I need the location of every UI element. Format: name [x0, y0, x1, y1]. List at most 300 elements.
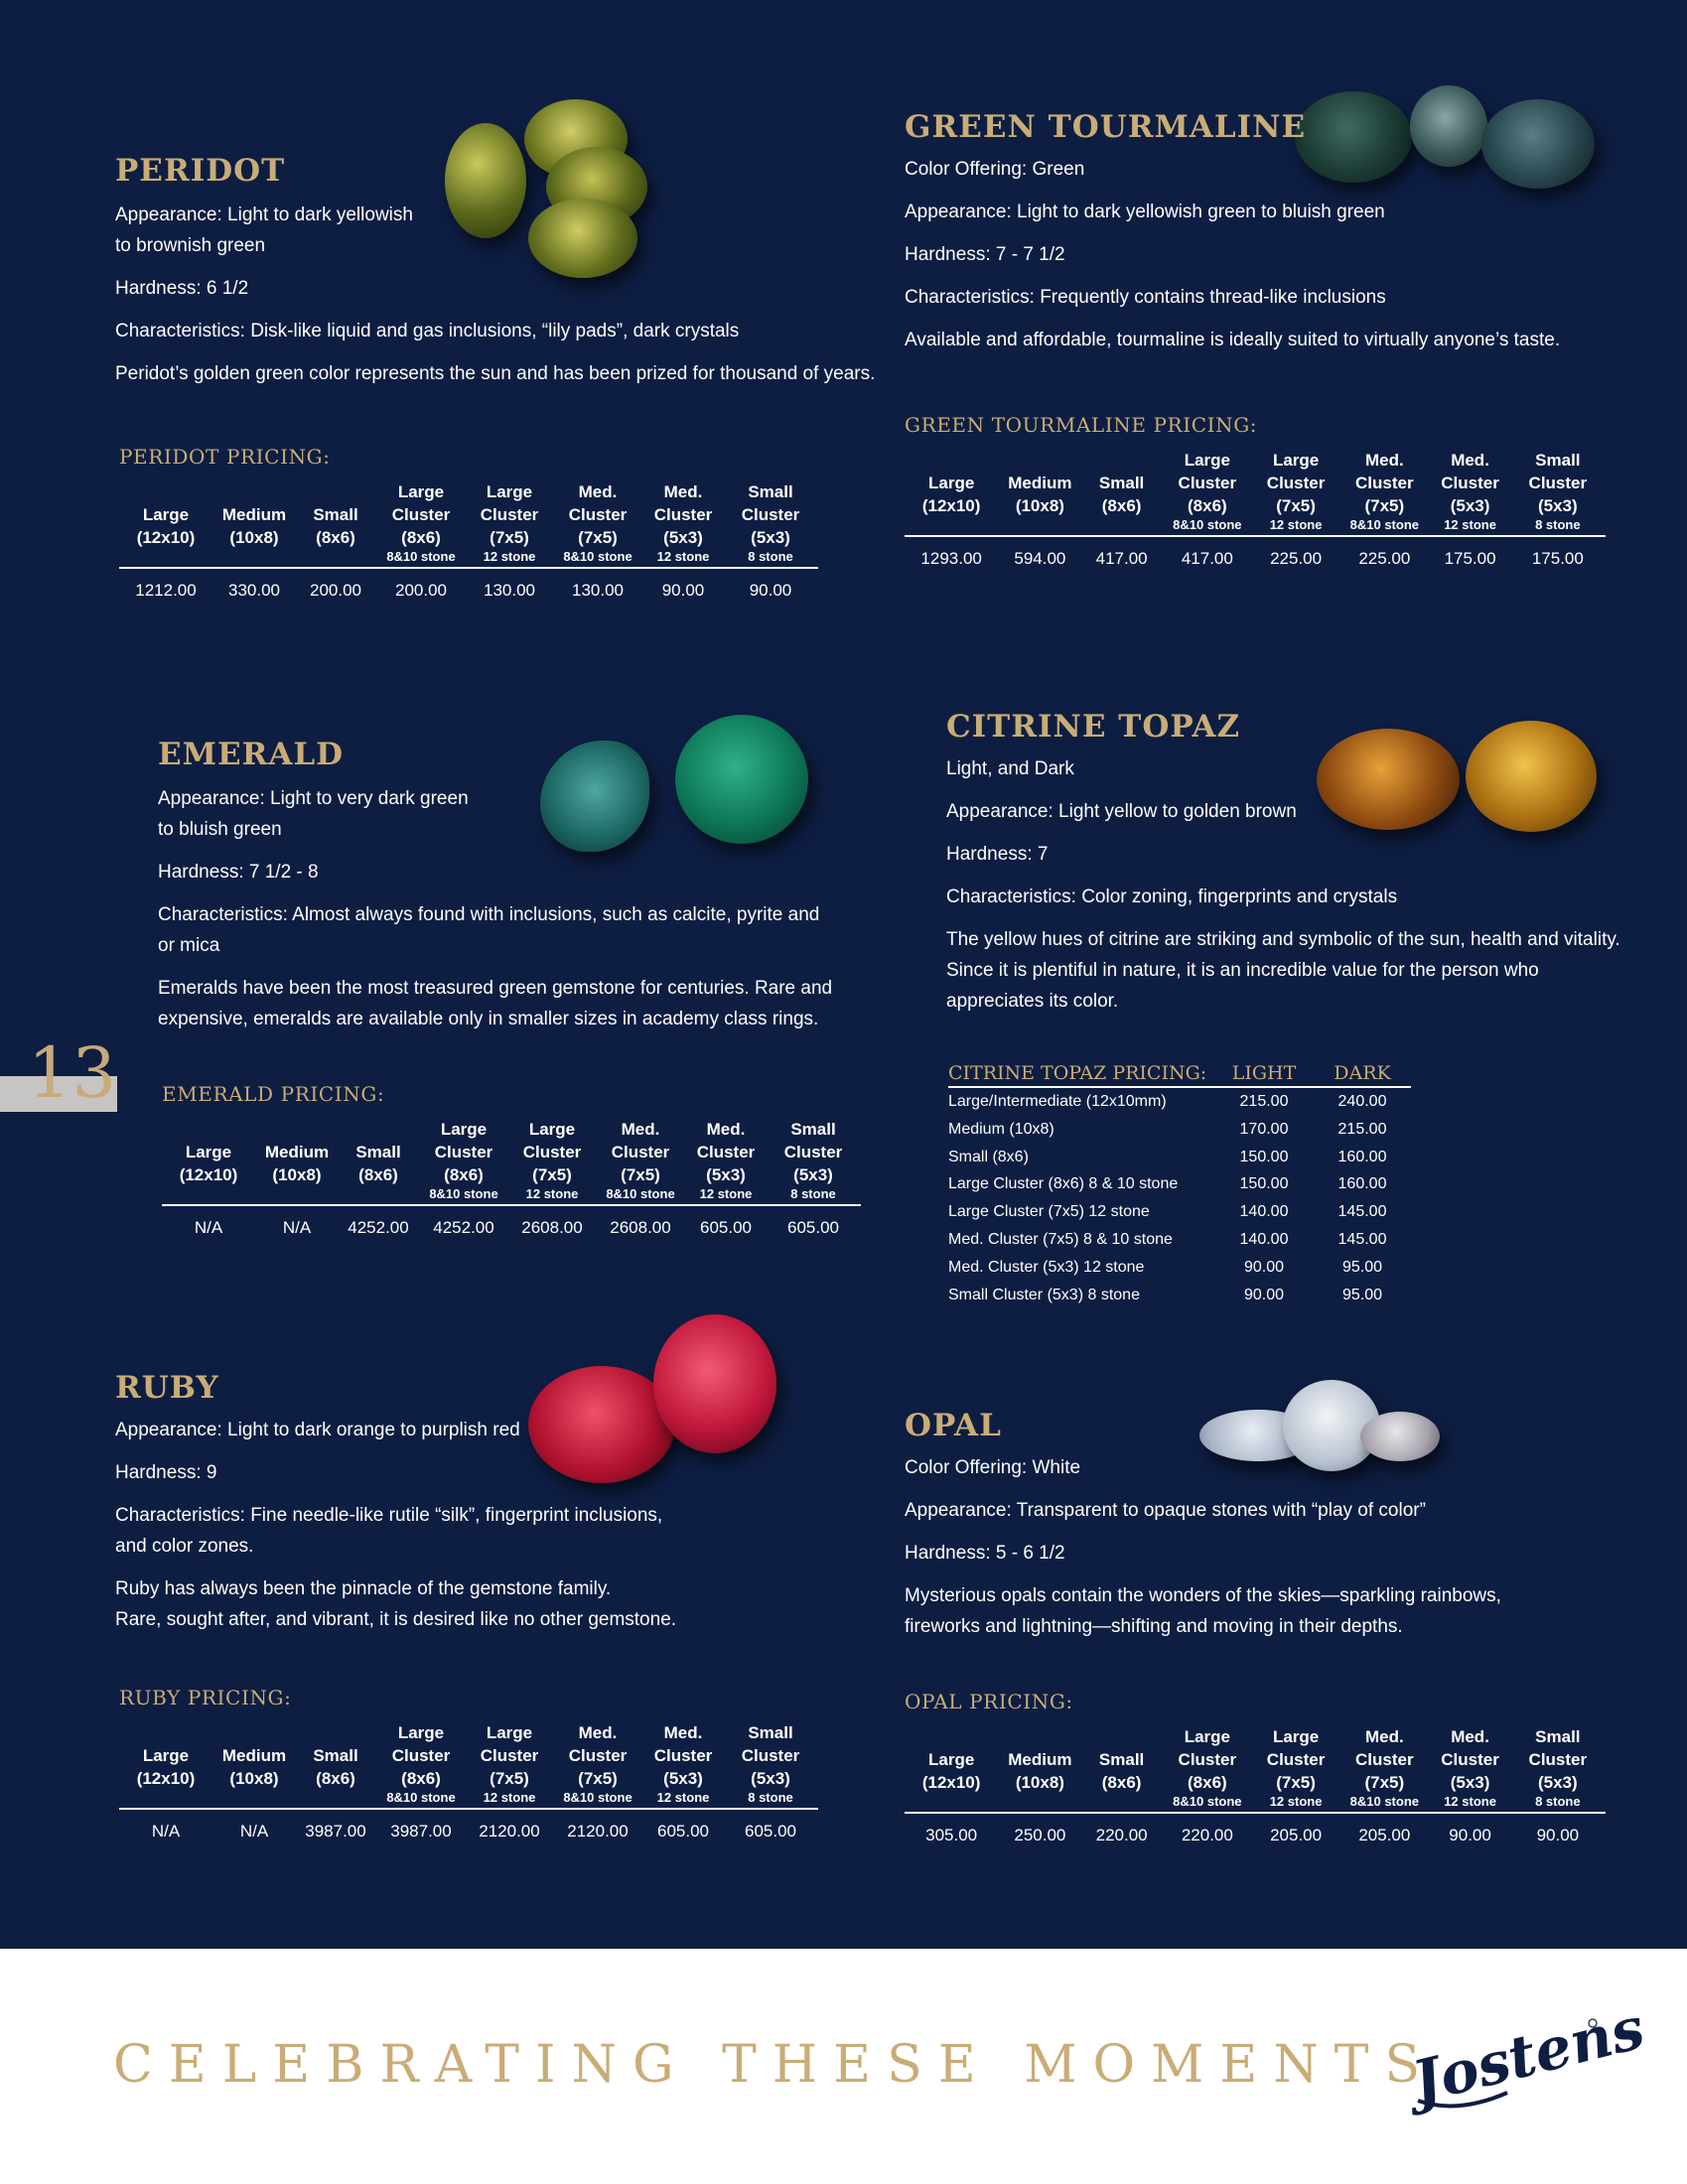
size-header-stone-count [998, 1794, 1081, 1810]
citrine-topaz-dark-price: 145.00 [1337, 1203, 1387, 1221]
citrine-topaz-size-label: Medium (10x8) [948, 1120, 1054, 1138]
size-column-header [723, 480, 818, 568]
price-cell: 605.00 [745, 1822, 796, 1841]
opal-description-cont: fireworks and lightning—shifting and moving in their depths. [905, 1616, 1403, 1637]
size-header-line [255, 1118, 339, 1141]
size-header-line: Cluster [1441, 474, 1499, 492]
size-header-line: Large [1184, 1727, 1230, 1746]
size-header-stone-count [1082, 517, 1162, 533]
size-header-line: Large [397, 1723, 445, 1742]
ruby-description: Ruby has always been the pinnacle of the gemstone family. [115, 1578, 612, 1599]
footer-tagline: CELEBRATING THESE MOMENTS [113, 2035, 1437, 2095]
size-header-line: Cluster [1178, 474, 1237, 492]
size-header-line: (8x6) [444, 1165, 484, 1184]
size-header-line: Cluster [434, 1143, 493, 1161]
size-header-line: Cluster [696, 1143, 756, 1161]
price-cell: 330.00 [228, 581, 280, 600]
size-header-line [162, 1118, 255, 1141]
citrine-topaz-light-header: LIGHT [1214, 1062, 1314, 1087]
price-cell: 250.00 [1014, 1826, 1066, 1844]
citrine-topaz-price-row [948, 1116, 1411, 1144]
size-column-header [162, 1118, 255, 1205]
size-header-line: Large [142, 505, 190, 524]
size-column-header [296, 480, 375, 568]
size-header-line: Med. [1451, 451, 1489, 470]
price-cell: 130.00 [572, 581, 624, 600]
size-header-line: Cluster [783, 1143, 843, 1161]
size-column-header [998, 449, 1081, 536]
citrine-topaz-size-label: Small Cluster (5x3) 8 stone [948, 1286, 1140, 1303]
size-header-line: Small [355, 1143, 401, 1161]
price-cell: 2120.00 [479, 1822, 540, 1841]
size-header-line [1082, 449, 1162, 472]
peridot-description: Peridot’s golden green color represents the sun and has been prized for thousand of years. [115, 363, 876, 384]
size-header-line: (5x3) [1450, 1773, 1490, 1792]
size-header-stone-count [1082, 1794, 1162, 1810]
peridot-appearance: Appearance: Light to dark yellowish [115, 205, 413, 225]
size-header-line [339, 1118, 418, 1141]
size-header-stone-count [296, 549, 375, 565]
citrine-topaz-light-price: 170.00 [1239, 1120, 1289, 1138]
size-column-header [1338, 449, 1430, 536]
citrine-topaz-pricing-header [948, 1062, 1411, 1087]
size-header-line: Small [1535, 1727, 1581, 1746]
size-header-stone-count [119, 1790, 212, 1806]
size-header-line: Cluster [1441, 1750, 1499, 1769]
size-header-line: (8x6) [1188, 1773, 1227, 1792]
size-header-line: (7x5) [1364, 1773, 1405, 1792]
size-header-line: Large [486, 1723, 533, 1742]
price-cell: 220.00 [1181, 1826, 1233, 1844]
size-header-line: Cluster [1266, 474, 1326, 492]
size-column-header [1430, 1725, 1509, 1813]
size-header-stone-count [212, 549, 296, 565]
size-column-header [686, 1118, 766, 1205]
size-header-line [296, 1721, 375, 1744]
size-header-line: (7x5) [1364, 496, 1405, 515]
size-header-line [119, 480, 212, 503]
size-header-line: (8x6) [401, 1769, 441, 1788]
citrine-topaz-price-row [948, 1198, 1411, 1226]
size-header-stone-count: 8&10 stone [1349, 1794, 1420, 1809]
size-header-line: Med. [1364, 451, 1404, 470]
price-row [162, 1205, 861, 1239]
green-tourmaline-description: Available and affordable, tourmaline is ideally suited to virtually anyone’s taste. [905, 330, 1561, 350]
price-cell: 225.00 [1358, 549, 1411, 568]
size-header-line: Cluster [1528, 474, 1588, 492]
price-cell: 4252.00 [433, 1218, 494, 1237]
size-header-line: (8x6) [316, 528, 355, 547]
price-cell: 605.00 [657, 1822, 709, 1841]
price-cell: 205.00 [1358, 1826, 1411, 1844]
size-header-line: Cluster [1355, 474, 1414, 492]
citrine-topaz-light-price: 140.00 [1239, 1230, 1289, 1248]
size-column-header [1510, 449, 1606, 536]
citrine-topaz-dark-price: 160.00 [1337, 1148, 1387, 1165]
price-cell: 205.00 [1270, 1826, 1323, 1844]
size-header-line: (10x8) [1015, 1773, 1064, 1792]
size-header-stone-count: 8 stone [790, 1186, 836, 1201]
logo-wordmark: Jostens [1405, 1993, 1651, 2116]
price-cell: 220.00 [1095, 1826, 1148, 1844]
citrine-topaz-color-offering: Light, and Dark [946, 758, 1074, 779]
size-column-header [467, 1721, 552, 1809]
citrine-topaz-pricing-table [948, 1062, 1411, 1308]
size-header-line: Medium [1008, 1750, 1072, 1769]
size-column-header [375, 1721, 467, 1809]
size-header-line: (7x5) [532, 1165, 572, 1184]
size-header-line [1082, 1725, 1162, 1748]
page-number: 13 [28, 1032, 117, 1114]
size-header-line: (7x5) [1276, 496, 1316, 515]
size-header-line: Cluster [480, 1746, 539, 1765]
size-header-line: Large [397, 482, 445, 501]
price-cell: 2608.00 [610, 1218, 671, 1237]
price-cell: 90.00 [749, 581, 792, 600]
size-header-line: (5x3) [751, 528, 790, 547]
citrine-topaz-price-row [948, 1170, 1411, 1198]
size-column-header [552, 1721, 643, 1809]
green-tourmaline-characteristics: Characteristics: Frequently contains thread-like inclusions [905, 287, 1386, 308]
size-header-line: (7x5) [578, 528, 618, 547]
size-header-stone-count: 8&10 stone [386, 1790, 456, 1805]
size-header-line [905, 1725, 998, 1748]
size-column-header [1430, 449, 1509, 536]
emerald-pricing-table [162, 1118, 861, 1239]
price-cell: 200.00 [395, 581, 447, 600]
citrine-topaz-dark-price: 145.00 [1337, 1230, 1387, 1248]
size-header-line [998, 1725, 1081, 1748]
size-column-header [766, 1118, 861, 1205]
ruby-pricing-table [119, 1721, 818, 1843]
citrine-topaz-dark-price: 160.00 [1337, 1175, 1387, 1193]
emerald-section [158, 737, 913, 1034]
size-header-stone-count [296, 1790, 375, 1806]
size-header-line: Medium [221, 505, 287, 524]
citrine-topaz-dark-price: 95.00 [1341, 1286, 1383, 1303]
size-header-stone-count: 12 stone [525, 1186, 579, 1201]
size-header-line: Cluster [741, 505, 800, 524]
size-header-line: (5x3) [1537, 1773, 1578, 1792]
opal-pricing-title: OPAL PRICING: [905, 1690, 1073, 1713]
size-header-line: Med. [663, 482, 703, 501]
size-header-line: Cluster [653, 505, 713, 524]
ruby-hardness: Hardness: 9 [115, 1462, 217, 1483]
size-header-stone-count: 8&10 stone [563, 549, 633, 564]
size-header-line: (8x6) [358, 1165, 398, 1184]
size-header-line: (12x10) [921, 1773, 981, 1792]
size-header-line: (5x3) [793, 1165, 833, 1184]
citrine-topaz-pricing-title: CITRINE TOPAZ PRICING: [948, 1062, 1214, 1087]
size-column-header [418, 1118, 509, 1205]
size-column-header [119, 1721, 212, 1809]
size-column-header [1082, 1725, 1162, 1813]
size-header-line: Med. [621, 1120, 660, 1139]
price-cell: 175.00 [1531, 549, 1584, 568]
price-cell: N/A [239, 1822, 269, 1841]
opal-section [905, 1408, 1659, 1642]
size-header-line: (5x3) [663, 528, 703, 547]
size-header-stone-count [255, 1186, 339, 1202]
size-header-line: (12x10) [179, 1165, 238, 1184]
citrine-topaz-price-row [948, 1087, 1411, 1116]
size-column-header [1162, 449, 1253, 536]
size-header-line: (7x5) [490, 528, 529, 547]
size-column-header [212, 1721, 296, 1809]
size-header-line [119, 1721, 212, 1744]
emerald-appearance-cont: to bluish green [158, 819, 282, 840]
citrine-topaz-size-label: Large Cluster (8x6) 8 & 10 stone [948, 1175, 1179, 1193]
size-header-line: Cluster [568, 505, 628, 524]
opal-title: OPAL [905, 1408, 1002, 1443]
size-header-line: (12x10) [921, 496, 981, 515]
pricing-header-row [905, 449, 1606, 536]
green-tourmaline-section [905, 109, 1679, 355]
size-header-stone-count: 12 stone [483, 549, 536, 564]
size-header-line: Large [1184, 451, 1230, 470]
price-cell: 417.00 [1181, 549, 1233, 568]
size-header-line: Med. [578, 482, 618, 501]
size-header-stone-count [905, 1794, 998, 1810]
size-column-header [1253, 1725, 1338, 1813]
citrine-topaz-size-label: Med. Cluster (7x5) 8 & 10 stone [948, 1230, 1173, 1248]
size-header-stone-count [339, 1186, 418, 1202]
citrine-topaz-hardness: Hardness: 7 [946, 844, 1049, 865]
size-column-header [212, 480, 296, 568]
green-tourmaline-appearance: Appearance: Light to dark yellowish green to bluish green [905, 202, 1385, 222]
size-header-line: Med. [578, 1723, 618, 1742]
size-header-stone-count: 12 stone [1269, 517, 1323, 532]
citrine-topaz-price-row [948, 1282, 1411, 1309]
size-header-line: Cluster [391, 505, 451, 524]
size-header-line: (8x6) [1188, 496, 1227, 515]
citrine-topaz-light-price: 150.00 [1239, 1175, 1289, 1193]
size-header-line: (5x3) [663, 1769, 703, 1788]
size-column-header [1082, 449, 1162, 536]
size-header-stone-count: 12 stone [483, 1790, 536, 1805]
size-header-stone-count [905, 517, 998, 533]
size-header-line: Cluster [741, 1746, 800, 1765]
size-header-line: Small [1098, 474, 1145, 492]
size-header-line: Cluster [1355, 1750, 1414, 1769]
size-header-stone-count: 12 stone [656, 549, 710, 564]
size-header-line: Large [528, 1120, 576, 1139]
size-header-stone-count: 12 stone [1444, 517, 1496, 532]
emerald-description: Emeralds have been the most treasured green gemstone for centuries. Rare and [158, 978, 833, 999]
citrine-topaz-description-cont2: appreciates its color. [946, 991, 1119, 1012]
size-column-header [905, 1725, 998, 1813]
emerald-title: EMERALD [158, 737, 345, 772]
size-header-line: (8x6) [1101, 1773, 1142, 1792]
size-header-stone-count: 8 stone [1535, 1794, 1581, 1809]
size-header-stone-count [998, 517, 1081, 533]
size-column-header [643, 1721, 723, 1809]
jostens-logo[interactable] [1398, 1993, 1651, 2124]
peridot-pricing-table [119, 480, 818, 602]
size-header-line: (5x3) [751, 1769, 790, 1788]
citrine-topaz-price-row [948, 1226, 1411, 1254]
size-header-stone-count [119, 549, 212, 565]
size-header-line: Med. [1451, 1727, 1489, 1746]
peridot-characteristics: Characteristics: Disk-like liquid and gas inclusions, “lily pads”, dark crystals [115, 321, 740, 341]
size-header-line [212, 480, 296, 503]
size-header-stone-count: 12 stone [656, 1790, 710, 1805]
size-header-stone-count: 8 stone [1535, 517, 1581, 532]
price-cell: 2120.00 [567, 1822, 629, 1841]
size-header-stone-count: 12 stone [1269, 1794, 1323, 1809]
size-header-line: Small [790, 1120, 836, 1139]
emerald-appearance: Appearance: Light to very dark green [158, 788, 469, 809]
size-header-stone-count: 8 stone [748, 549, 793, 564]
size-header-line: (10x8) [229, 528, 279, 547]
size-header-line [296, 480, 375, 503]
size-header-stone-count: 8&10 stone [1173, 517, 1242, 532]
size-header-stone-count: 12 stone [699, 1186, 753, 1201]
citrine-topaz-dark-price: 95.00 [1341, 1258, 1383, 1276]
size-column-header [509, 1118, 595, 1205]
citrine-topaz-description-cont: Since it is plentiful in nature, it is an incredible value for the person who [946, 960, 1539, 981]
citrine-topaz-characteristics: Characteristics: Color zoning, fingerprints and crystals [946, 887, 1398, 907]
price-cell: 130.00 [484, 581, 535, 600]
size-header-line: Cluster [522, 1143, 582, 1161]
price-cell: 2608.00 [521, 1218, 583, 1237]
size-header-line: Small [313, 505, 358, 524]
size-header-line: Cluster [1178, 1750, 1237, 1769]
size-header-line: Cluster [480, 505, 539, 524]
price-cell: N/A [194, 1218, 223, 1237]
size-header-line: Cluster [391, 1746, 451, 1765]
size-header-line: (10x8) [272, 1165, 322, 1184]
pricing-header-row [162, 1118, 861, 1205]
emerald-hardness: Hardness: 7 1/2 - 8 [158, 862, 319, 883]
emerald-characteristics-cont: or mica [158, 935, 220, 956]
price-cell: 225.00 [1270, 549, 1323, 568]
size-header-stone-count: 8&10 stone [429, 1186, 498, 1201]
price-cell: 90.00 [1449, 1826, 1491, 1844]
peridot-title: PERIDOT [115, 153, 286, 189]
citrine-topaz-light-price: 215.00 [1239, 1093, 1289, 1110]
size-header-line: Large [927, 474, 975, 492]
ruby-description-cont: Rare, sought after, and vibrant, it is desired like no other gemstone. [115, 1609, 677, 1630]
size-header-line: Med. [663, 1723, 703, 1742]
citrine-topaz-price-row [948, 1144, 1411, 1171]
size-header-line: Large [1272, 451, 1320, 470]
size-column-header [552, 480, 643, 568]
size-header-line: Large [486, 482, 533, 501]
peridot-section [115, 153, 890, 389]
price-cell: 90.00 [661, 581, 705, 600]
ruby-title: RUBY [115, 1370, 219, 1406]
size-header-line: (7x5) [578, 1769, 618, 1788]
size-header-line: (7x5) [621, 1165, 660, 1184]
size-column-header [255, 1118, 339, 1205]
green-tourmaline-pricing-title: GREEN TOURMALINE PRICING: [905, 413, 1258, 437]
size-header-line [212, 1721, 296, 1744]
price-row [119, 1809, 818, 1843]
size-header-line: (10x8) [1015, 496, 1064, 515]
citrine-topaz-light-price: 90.00 [1243, 1258, 1285, 1276]
size-header-line: (5x3) [1450, 496, 1490, 515]
size-header-line: Small [313, 1746, 358, 1765]
opal-color-offering: Color Offering: White [905, 1457, 1081, 1478]
size-header-stone-count: 8&10 stone [1349, 517, 1420, 532]
citrine-topaz-dark-price: 240.00 [1337, 1093, 1387, 1110]
size-header-line: Large [440, 1120, 488, 1139]
price-row [905, 536, 1606, 570]
size-column-header [1510, 1725, 1606, 1813]
size-header-line: (8x6) [1101, 496, 1142, 515]
size-header-line: Small [1098, 1750, 1145, 1769]
citrine-topaz-appearance: Appearance: Light yellow to golden brown [946, 801, 1297, 822]
size-column-header [595, 1118, 686, 1205]
size-column-header [1338, 1725, 1430, 1813]
ruby-pricing-title: RUBY PRICING: [119, 1686, 292, 1709]
price-cell: N/A [151, 1822, 181, 1841]
size-header-stone-count: 8&10 stone [386, 549, 456, 564]
size-header-line: (5x3) [1537, 496, 1578, 515]
size-header-line: (12x10) [136, 528, 196, 547]
ruby-section [115, 1370, 870, 1635]
size-header-line: Medium [264, 1143, 330, 1161]
size-column-header [339, 1118, 418, 1205]
green-tourmaline-color-offering: Color Offering: Green [905, 159, 1085, 180]
size-column-header [467, 480, 552, 568]
price-cell: 605.00 [787, 1218, 839, 1237]
size-header-line: Large [927, 1750, 975, 1769]
size-column-header [375, 480, 467, 568]
size-header-line [998, 449, 1081, 472]
emerald-characteristics: Characteristics: Almost always found with inclusions, such as calcite, pyrite and [158, 904, 820, 925]
size-column-header [905, 449, 998, 536]
size-column-header [1162, 1725, 1253, 1813]
ruby-appearance: Appearance: Light to dark orange to purplish red [115, 1420, 520, 1440]
size-header-line: Cluster [611, 1143, 670, 1161]
size-header-line: Cluster [1266, 1750, 1326, 1769]
citrine-topaz-light-price: 140.00 [1239, 1203, 1289, 1221]
citrine-topaz-dark-price: 215.00 [1337, 1120, 1387, 1138]
citrine-topaz-dark-header: DARK [1314, 1062, 1411, 1087]
ruby-characteristics: Characteristics: Fine needle-like rutile “silk”, fingerprint inclusions, [115, 1505, 663, 1526]
price-cell: 3987.00 [305, 1822, 366, 1841]
size-header-line: Small [748, 1723, 793, 1742]
opal-hardness: Hardness: 5 - 6 1/2 [905, 1543, 1065, 1564]
size-header-line: Cluster [653, 1746, 713, 1765]
price-cell: 605.00 [700, 1218, 752, 1237]
citrine-topaz-light-price: 90.00 [1243, 1286, 1285, 1303]
size-header-line: Med. [1364, 1727, 1404, 1746]
size-header-line: Small [1535, 451, 1581, 470]
size-column-header [643, 480, 723, 568]
price-row [905, 1813, 1606, 1846]
price-cell: 1293.00 [920, 549, 982, 568]
green-tourmaline-pricing-table [905, 449, 1606, 570]
emerald-pricing-title: EMERALD PRICING: [162, 1082, 385, 1106]
pricing-header-row [119, 480, 818, 568]
size-header-stone-count: 8&10 stone [606, 1186, 675, 1201]
price-row [119, 568, 818, 602]
price-cell: 200.00 [310, 581, 361, 600]
size-header-line: Large [185, 1143, 232, 1161]
peridot-hardness: Hardness: 6 1/2 [115, 278, 249, 299]
size-column-header [723, 1721, 818, 1809]
size-header-line: (8x6) [401, 528, 441, 547]
emerald-description-cont: expensive, emeralds are available only in smaller sizes in academy class rings. [158, 1009, 819, 1029]
size-header-line: Cluster [568, 1746, 628, 1765]
size-header-line: Med. [706, 1120, 746, 1139]
size-header-stone-count [162, 1186, 255, 1202]
size-header-stone-count [212, 1790, 296, 1806]
size-column-header [296, 1721, 375, 1809]
